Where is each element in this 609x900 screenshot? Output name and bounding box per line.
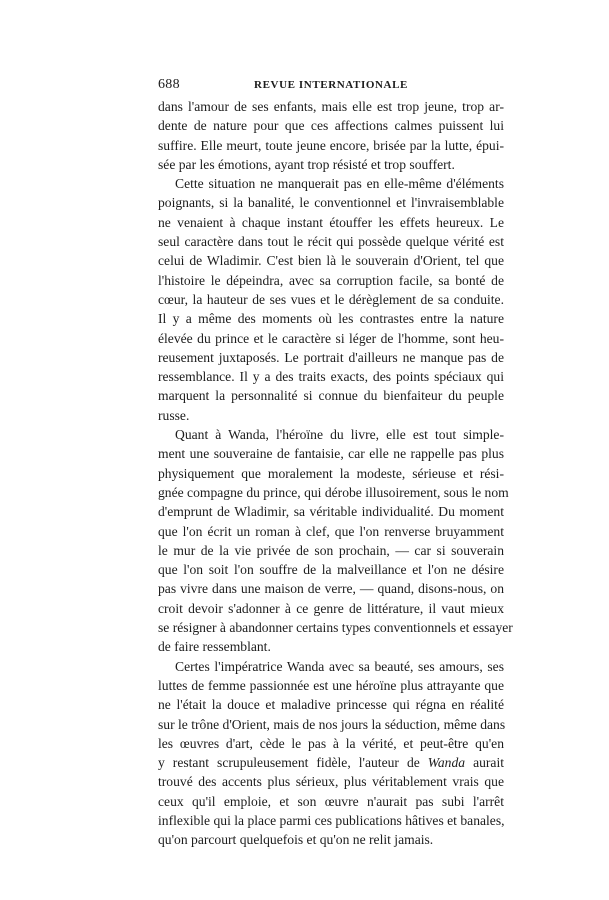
text-line: cœur, la hauteur de ses vues et le dérèglement de sa conduite. (158, 291, 504, 307)
italic-title: Wanda (427, 755, 466, 771)
text-line: de faire ressemblant. (158, 639, 271, 655)
text-line: pas vivre dans une maison de verre, — quand, disons-nous, on (158, 581, 504, 597)
text-line: Certes l'impératrice Wanda avec sa beauté, ses amours, ses (175, 658, 504, 674)
text-line: se résigner à abandonner certains types conventionnels et essayer (158, 620, 513, 636)
paragraph (158, 425, 513, 657)
journal-title: REVUE INTERNATIONALE (254, 79, 408, 91)
paragraph (158, 97, 504, 174)
text-line: élevée du prince et le caractère si léger de l'homme, sont heu- (158, 330, 504, 346)
text-line: physiquement que moralement la modeste, sérieuse et rési- (158, 465, 504, 481)
text-line: ressemblance. Il y a des traits exacts, des points spéciaux qui (158, 369, 504, 385)
text-line: sée par les émotions, ayant trop résisté et trop souffert. (158, 156, 455, 172)
text-line: celui de Wladimir. C'est bien là le souverain d'Orient, tel que (158, 253, 504, 269)
text-line: luttes de femme passionnée est une héroïne plus attrayante que (158, 677, 504, 693)
text-line: l'histoire le dépeindra, avec sa corruption facile, sa bonté de (158, 272, 504, 288)
article-body (158, 97, 513, 850)
text-line: ment une souveraine de fantaisie, car elle ne rappelle pas plus (158, 446, 504, 462)
book-page (158, 75, 513, 850)
text-line: russe. (158, 407, 190, 423)
text-line: reusement juxtaposés. Le portrait d'ailleurs ne manque pas de (158, 349, 504, 365)
text-line: suffire. Elle meurt, toute jeune encore, brisée par la lutte, épui- (158, 137, 504, 153)
text-line: inflexible qui la place parmi ces publications hâtives et banales, (158, 812, 505, 828)
running-header (158, 75, 504, 95)
text-line: dans l'amour de ses enfants, mais elle est trop jeune, trop ar- (158, 99, 504, 114)
page-number: 688 (158, 77, 180, 92)
text-line: ceux qu'il emploie, et son œuvre n'aurait pas subi l'arrêt (158, 793, 504, 809)
text-line: que l'on soit l'on souffre de la malveillance et l'on ne désire (158, 562, 504, 578)
text-line: marquent la personnalité si connue du bienfaiteur du peuple (158, 388, 504, 404)
text-line: Il y a même des moments où les contrastes entre la nature (158, 311, 504, 327)
text-line: ne venaient à chaque instant étouffer les effets heureux. Le (158, 214, 504, 230)
text-line: trouvé des accents plus sérieux, plus véritablement vrais que (158, 774, 504, 790)
text-line: gnée compagne du prince, qui dérobe illusoirement, sous le nom (158, 484, 509, 500)
text-line: seul caractère dans tout le récit qui possède quelque vérité est (158, 234, 504, 250)
text-line: y restant scrupuleusement fidèle, l'auteur de Wanda aurait (158, 755, 505, 771)
paragraph (158, 174, 504, 425)
text-line: ne l'était la douce et maladive princesse qui régna en réalité (158, 697, 504, 713)
text-line: d'emprunt de Wladimir, sa véritable individualité. Du moment (158, 504, 504, 520)
text-line: les œuvres d'art, cède le pas à la vérité, et peut-être qu'en (158, 735, 504, 751)
text-line: sur le trône d'Orient, mais de nos jours la séduction, même dans (158, 716, 506, 732)
text-line: dente de nature pour que ces affections calmes puissent lui (158, 118, 504, 134)
text-line: qu'on parcourt quelquefois et qu'on ne relit jamais. (158, 832, 434, 848)
text-line: croit devoir s'adonner à ce genre de littérature, il vaut mieux (158, 600, 504, 616)
text-line: poignants, si la banalité, le conventionnel et l'invraisemblable (158, 195, 504, 211)
text-line: Quant à Wanda, l'héroïne du livre, elle est tout simple- (175, 427, 504, 443)
text-line: le mur de la vie privée de son prochain, — car si souverain (158, 542, 504, 558)
text-line: que l'on écrit un roman à clef, que l'on renverse bruyamment (158, 523, 504, 539)
paragraph (158, 657, 504, 850)
text-line: Cette situation ne manquerait pas en elle-même d'éléments (175, 176, 504, 192)
